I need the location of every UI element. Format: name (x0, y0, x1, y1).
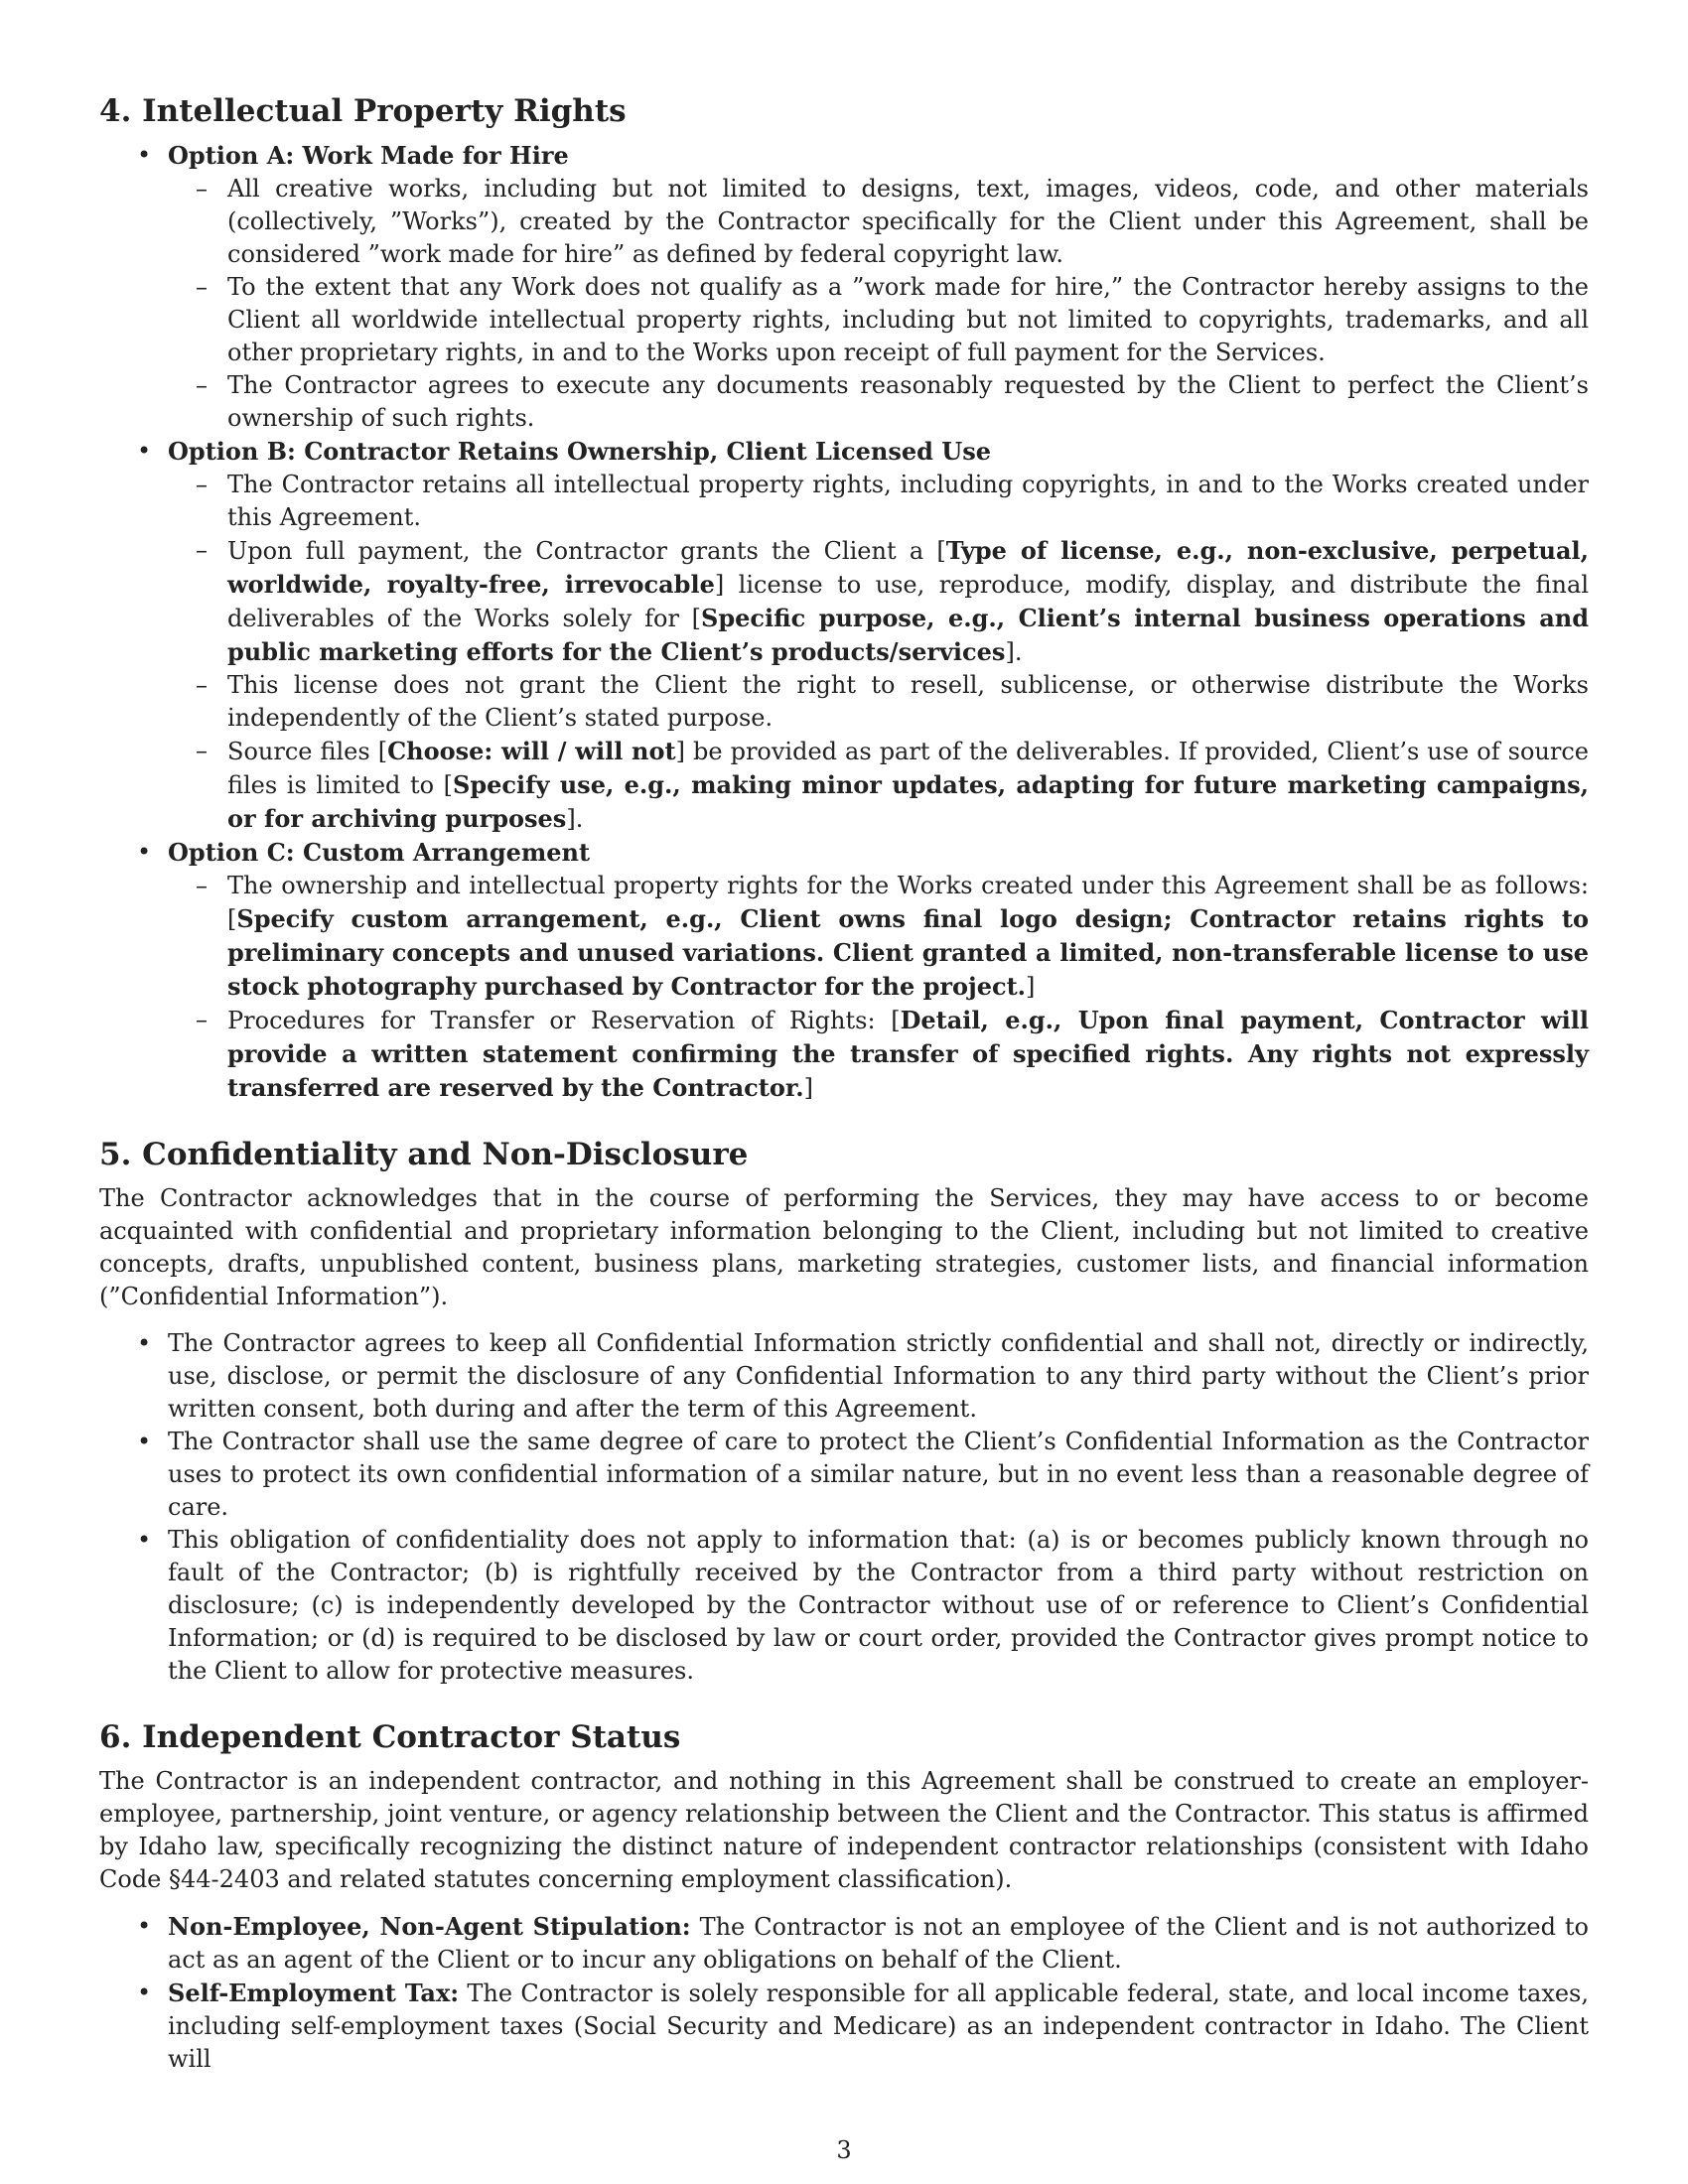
option-c (99, 836, 1589, 1105)
section-6-heading: 6. Independent Contractor Status (99, 1719, 681, 1755)
option-b-item-4 (168, 735, 1589, 836)
section-5-intro: The Contractor acknowledges that in the course of performing the Services, they may have access to or become acquainted with confidential and proprietary information belonging to the Client, including but not limited to creative concepts, drafts, unpublished content, business plans, marketing strategies, customer lists, and financial information (”Confidential Information”). (99, 1184, 1589, 1310)
status-item-1 (99, 1910, 1589, 1977)
placeholder-purpose: Specific purpose, e.g., Client’s internal business operations and public marketing efforts for the Client’s products/services (227, 604, 1589, 666)
text: ]. (566, 805, 584, 833)
option-b-item-1: – The Contractor retains all intellectual property rights, including copyrights, in and to the Works created under this Agreement. (168, 469, 1589, 534)
text: Source files [ (227, 738, 388, 765)
option-a-item-2: – To the extent that any Work does not qualify as a ”work made for hire,” the Contractor hereby assigns to the Client all worldwide intellectual property rights, including but not limited to copyrights, trademarks, and all other proprietary rights, in and to the Works upon receipt of full payment for the Services. (168, 271, 1589, 369)
placeholder-transfer-detail: Detail, e.g., Upon final payment, Contractor will provide a written statement confirming the transfer of specified rights. Any rights not expressly transferred are reserved by the Contractor. (227, 1006, 1590, 1102)
option-c-items (168, 870, 1589, 1105)
text: The ownership and intellectual property rights for the Works created under this Agreement shall be as follows: [ (227, 872, 1589, 933)
confidentiality-item-2: • The Contractor shall use the same degree of care to protect the Client’s Confidential Information as the Contractor uses to protect its own confidential information of a similar nature, but in no event less than a reasonable degree of care. (99, 1426, 1589, 1524)
confidentiality-item-1: • The Contractor agrees to keep all Confidential Information strictly confidential and shall not, directly or indirectly, use, disclose, or permit the disclosure of any Confidential Information to any third party without the Client’s prior written consent, both during and after the term of this Agreement. (99, 1327, 1589, 1426)
document-page (99, 91, 1589, 2076)
option-a-items (168, 173, 1589, 435)
option-a-item-1: – All creative works, including but not limited to designs, text, images, videos, code, and other materials (collectively, ”Works”), created by the Contractor specifically for the Client under this Agreement, shall be considered ”work made for hire” as defined by federal copyright law. (168, 173, 1589, 271)
status-item-1-text: The Contractor is not an employee of the Client and is not authorized to act as an agent of the Client or to incur any obligations on behalf of the Client. (168, 1913, 1589, 1974)
confidentiality-list (99, 1327, 1589, 1688)
confidentiality-item-3: • This obligation of confidentiality does not apply to information that: (a) is or becomes publicly known through no fault of the Contractor; (b) is rightfully received by the Contractor from a third party without restriction on disclosure; (c) is independently developed by the Contractor without use of or reference to Client’s Confidential Information; or (d) is required to be disclosed by law or court order, provided the Contractor gives prompt notice to the Client to allow for protective measures. (99, 1524, 1589, 1688)
section-4-heading: 4. Intellectual Property Rights (99, 93, 627, 129)
status-item-2 (99, 1977, 1589, 2076)
text: ] be provided as part of the deliverables. If provided, Client’s use of source files is limited to [ (227, 738, 1589, 799)
page-number: 3 (836, 2136, 852, 2164)
option-a-title: Option A: Work Made for Hire (168, 141, 569, 170)
option-a-item-3: – The Contractor agrees to execute any documents reasonably requested by the Client to perfect the Client’s ownership of such rights. (168, 369, 1589, 435)
option-c-item-2 (168, 1004, 1589, 1105)
text: ] (803, 1074, 814, 1102)
placeholder-custom-arrangement: Specify custom arrangement, e.g., Client owns final logo design; Contractor retains rights to preliminary concepts and unused variations. Client granted a limited, non-transferable license to use stock photography purchased by Contractor for the project. (227, 904, 1589, 1001)
placeholder-source-use: Specify use, e.g., making minor updates, adapting for future marketing campaigns, or for archiving purposes (227, 770, 1589, 833)
placeholder-source-choice: Choose: will / will not (387, 737, 676, 765)
status-item-2-text: The Contractor is solely responsible for all applicable federal, state, and local income taxes, including self-employment taxes (Social Security and Medicare) as an independent contractor in Idaho. The Client will (168, 1979, 1590, 2073)
option-a (99, 139, 1589, 435)
status-item-2-label: Self-Employment Tax: (168, 1979, 460, 2007)
text: ] license to use, reproduce, modify, display, and distribute the final deliverables of the Works solely for [ (227, 571, 1589, 632)
text: ] (1026, 973, 1036, 1001)
text: ]. (1005, 638, 1023, 666)
option-b-items (168, 469, 1589, 836)
option-c-item-1 (168, 870, 1589, 1004)
status-item-1-label: Non-Employee, Non-Agent Stipulation: (168, 1912, 691, 1941)
option-c-title: Option C: Custom Arrangement (168, 838, 591, 867)
text: Upon full payment, the Contractor grants the Client a [ (227, 537, 946, 565)
option-b-item-3: – This license does not grant the Client the right to resell, sublicense, or otherwise distribute the Works independently of the Client’s stated purpose. (168, 669, 1589, 735)
contractor-status-list (99, 1910, 1589, 2076)
option-b-title: Option B: Contractor Retains Ownership, Client Licensed Use (168, 437, 991, 466)
option-b (99, 435, 1589, 836)
section-5-heading: 5. Confidentiality and Non-Disclosure (99, 1137, 749, 1172)
text: Procedures for Transfer or Reservation of Rights: [ (227, 1007, 901, 1034)
section-6-intro: The Contractor is an independent contractor, and nothing in this Agreement shall be construed to create an employer-employee, partnership, joint venture, or agency relationship between the Client and the Contractor. This status is affirmed by Idaho law, specifically recognizing the distinct nature of independent contractor relationships (consistent with Idaho Code §44-2403 and related statutes concerning employment classification). (99, 1767, 1589, 1893)
placeholder-license-type: Type of license, e.g., non-exclusive, perpetual, worldwide, royalty-free, irrevocable (227, 536, 1590, 599)
option-b-item-2 (168, 534, 1589, 669)
ip-options-list (99, 139, 1589, 1105)
